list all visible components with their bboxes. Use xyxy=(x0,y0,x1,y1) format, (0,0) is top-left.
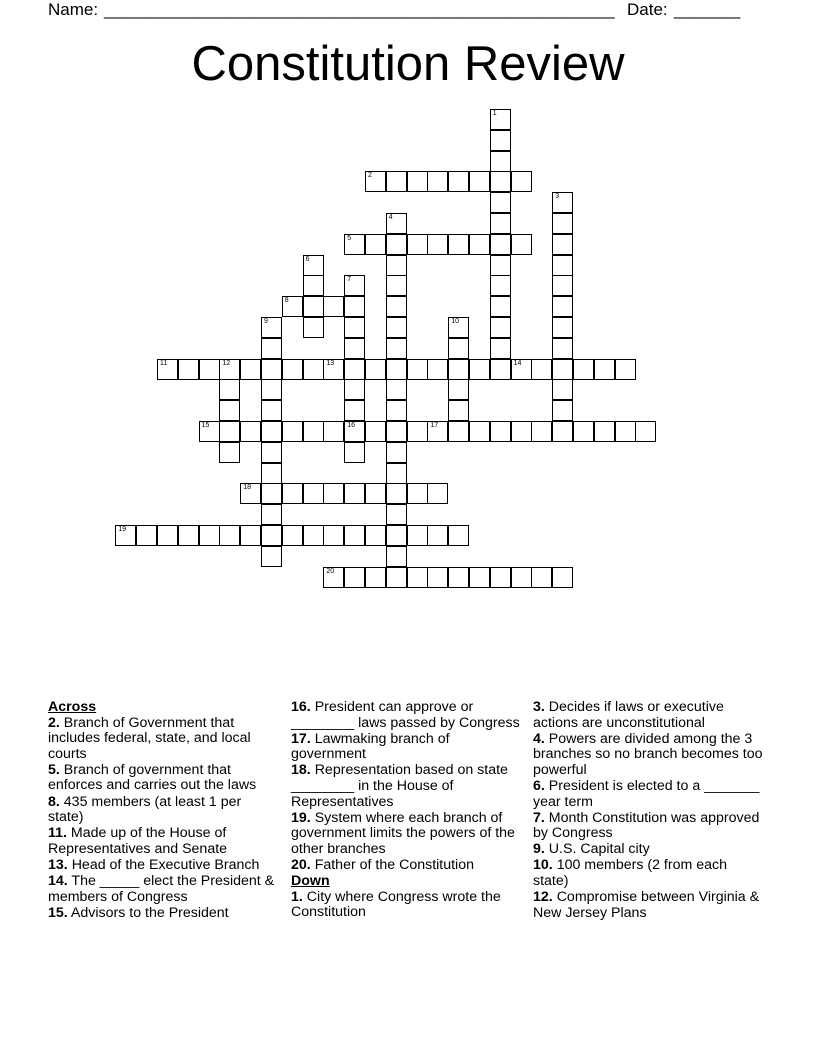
date-label: Date: xyxy=(627,0,668,19)
name-field[interactable]: ______________________________________________________ xyxy=(104,0,615,19)
grid-cell[interactable] xyxy=(490,109,511,130)
grid-cell[interactable] xyxy=(261,400,282,421)
cell-number: 18 xyxy=(243,484,251,492)
grid-cell[interactable] xyxy=(261,338,282,359)
grid-cell[interactable] xyxy=(261,504,282,525)
grid-cell[interactable] xyxy=(511,234,532,255)
grid-cell[interactable] xyxy=(427,525,448,546)
grid-cell[interactable] xyxy=(386,463,407,484)
grid-cell[interactable] xyxy=(115,525,136,546)
grid-cell[interactable] xyxy=(490,317,511,338)
grid-cell[interactable] xyxy=(386,171,407,192)
grid-cell[interactable] xyxy=(490,359,511,380)
grid-cell[interactable] xyxy=(344,483,365,504)
clue-down: 6. President is elected to a _______ year term xyxy=(533,777,760,810)
grid-cell[interactable] xyxy=(261,525,282,546)
cell-number: 6 xyxy=(305,255,310,263)
clue-down: 1. City where Congress wrote the Constitution xyxy=(291,888,501,921)
grid-cell[interactable] xyxy=(261,317,282,338)
grid-cell[interactable] xyxy=(386,338,407,359)
clue-across: 11. Made up of the House of Representatives and Senate xyxy=(48,825,228,857)
clue-down: 3. Decides if laws or executive actions are unconstitutional xyxy=(533,699,724,731)
cell-number: 7 xyxy=(347,276,352,284)
cell-number: 10 xyxy=(451,318,459,325)
grid-cell[interactable] xyxy=(386,400,407,421)
grid-cell[interactable] xyxy=(469,359,490,380)
grid-cell[interactable] xyxy=(552,359,573,380)
clue-across: 8. 435 members (at least 1 per state) xyxy=(48,793,242,826)
clue-across: 15. Advisors to the President xyxy=(48,904,229,921)
clues-column-2 xyxy=(291,700,521,921)
grid-cell[interactable] xyxy=(219,442,240,463)
grid-cell[interactable] xyxy=(448,171,469,192)
grid-cell[interactable] xyxy=(448,567,469,588)
grid-cell[interactable] xyxy=(448,525,469,546)
grid-cell[interactable] xyxy=(407,359,428,380)
grid-cell[interactable] xyxy=(386,483,407,504)
grid-cell[interactable] xyxy=(344,275,365,296)
cell-number: 8 xyxy=(284,297,289,305)
grid-cell[interactable] xyxy=(157,359,178,380)
grid-cell[interactable] xyxy=(427,567,448,588)
grid-cell[interactable] xyxy=(344,567,365,588)
grid-cell[interactable] xyxy=(490,213,511,234)
grid-cell[interactable] xyxy=(136,525,157,546)
grid-cell[interactable] xyxy=(199,421,220,442)
grid-cell[interactable] xyxy=(469,234,490,255)
grid-cell[interactable] xyxy=(448,400,469,421)
grid-cell[interactable] xyxy=(552,275,573,296)
grid-cell[interactable] xyxy=(407,421,428,442)
grid-cell[interactable] xyxy=(323,359,344,380)
grid-cell[interactable] xyxy=(490,234,511,255)
header xyxy=(48,0,748,22)
grid-cell[interactable] xyxy=(365,525,386,546)
grid-cell[interactable] xyxy=(448,317,469,338)
grid-cell[interactable] xyxy=(240,421,261,442)
grid-cell[interactable] xyxy=(344,379,365,400)
grid-cell[interactable] xyxy=(552,400,573,421)
grid-cell[interactable] xyxy=(594,421,615,442)
clue-across: 17. Lawmaking branch of government xyxy=(291,730,450,763)
grid-cell[interactable] xyxy=(448,379,469,400)
grid-cell[interactable] xyxy=(615,421,636,442)
grid-cell[interactable] xyxy=(344,442,365,463)
grid-cell[interactable] xyxy=(219,359,240,380)
grid-cell[interactable] xyxy=(531,567,552,588)
grid-cell[interactable] xyxy=(552,192,573,213)
clue-across: 5. Branch of government that enforces and carries out the laws xyxy=(48,761,257,794)
grid-cell[interactable] xyxy=(469,421,490,442)
grid-cell[interactable] xyxy=(386,255,407,276)
grid-cell[interactable] xyxy=(552,421,573,442)
grid-cell[interactable] xyxy=(490,338,511,359)
cell-number: 5 xyxy=(347,234,352,242)
grid-cell[interactable] xyxy=(386,234,407,255)
grid-cell[interactable] xyxy=(490,567,511,588)
grid-cell[interactable] xyxy=(303,317,324,338)
grid-cell[interactable] xyxy=(511,567,532,588)
grid-cell[interactable] xyxy=(469,567,490,588)
page-title: Constitution Review xyxy=(191,37,625,91)
cell-number: 11 xyxy=(160,359,168,367)
grid-cell[interactable] xyxy=(490,421,511,442)
grid-cell[interactable] xyxy=(490,151,511,172)
grid-cell[interactable] xyxy=(344,234,365,255)
date-field[interactable]: _______ xyxy=(674,0,741,19)
grid-cell[interactable] xyxy=(531,359,552,380)
grid-cell[interactable] xyxy=(261,442,282,463)
clue-across: 13. Head of the Executive Branch xyxy=(48,856,260,873)
grid-cell[interactable] xyxy=(386,442,407,463)
grid-cell[interactable] xyxy=(490,275,511,296)
grid-cell[interactable] xyxy=(344,296,365,317)
clues-column-3 xyxy=(533,700,763,922)
clue-down: 12. Compromise between Virginia & New Jersey Plans xyxy=(533,889,760,921)
clue-down: 9. U.S. Capital city xyxy=(533,841,650,858)
clue-across: 2. Branch of Government that includes federal, state, and local courts xyxy=(48,714,251,762)
grid-cell[interactable] xyxy=(386,525,407,546)
grid-cell[interactable] xyxy=(261,483,282,504)
clue-across: 20. Father of the Constitution xyxy=(291,856,474,873)
clue-across: 19. System where each branch of government limits the powers of the other branches xyxy=(291,809,515,857)
grid-cell[interactable] xyxy=(386,213,407,234)
grid-cell[interactable] xyxy=(531,421,552,442)
clue-across: 14. The _____ elect the President & members of Congress xyxy=(48,873,275,905)
grid-cell[interactable] xyxy=(448,421,469,442)
grid-cell[interactable] xyxy=(261,421,282,442)
clue-down: 4. Powers are divided among the 3 branches so no branch becomes too powerful xyxy=(533,730,763,778)
grid-cell[interactable] xyxy=(573,421,594,442)
clue-down: 7. Month Constitution was approved by Congress xyxy=(533,809,760,842)
grid-cell[interactable] xyxy=(448,338,469,359)
grid-cell[interactable] xyxy=(386,504,407,525)
grid-cell[interactable] xyxy=(344,421,365,442)
clue-across: 16. President can approve or ________ laws passed by Congress xyxy=(291,699,520,731)
grid-cell[interactable] xyxy=(323,421,344,442)
grid-cell[interactable] xyxy=(365,483,386,504)
clue-across: 18. Representation based on state ________ in the House of Representatives xyxy=(291,762,508,810)
grid-cell[interactable] xyxy=(219,421,240,442)
grid-cell[interactable] xyxy=(240,359,261,380)
cell-number: 15 xyxy=(201,422,210,429)
grid-cell[interactable] xyxy=(303,296,324,317)
grid-cell[interactable] xyxy=(323,483,344,504)
grid-cell[interactable] xyxy=(511,359,532,380)
grid-cell[interactable] xyxy=(552,234,573,255)
grid-cell[interactable] xyxy=(552,213,573,234)
grid-cell[interactable] xyxy=(323,525,344,546)
grid-cell[interactable] xyxy=(427,234,448,255)
grid-cell[interactable] xyxy=(386,296,407,317)
grid-cell[interactable] xyxy=(240,483,261,504)
grid-cell[interactable] xyxy=(282,359,303,380)
grid-cell[interactable] xyxy=(344,359,365,380)
grid-cell[interactable] xyxy=(490,171,511,192)
across-heading: Across xyxy=(48,699,97,715)
grid-cell[interactable] xyxy=(552,296,573,317)
grid-cell[interactable] xyxy=(178,359,199,380)
clues-column-1 xyxy=(48,700,280,922)
cell-number: 13 xyxy=(326,359,335,367)
grid-cell[interactable] xyxy=(490,296,511,317)
grid-cell[interactable] xyxy=(240,525,261,546)
grid-cell[interactable] xyxy=(344,525,365,546)
grid-cell[interactable] xyxy=(407,483,428,504)
grid-cell[interactable] xyxy=(178,525,199,546)
grid-cell[interactable] xyxy=(282,296,303,317)
grid-cell[interactable] xyxy=(386,317,407,338)
grid-cell[interactable] xyxy=(448,359,469,380)
grid-cell[interactable] xyxy=(303,359,324,380)
grid-cell[interactable] xyxy=(448,234,469,255)
grid-cell[interactable] xyxy=(365,234,386,255)
grid-cell[interactable] xyxy=(552,317,573,338)
cell-number: 12 xyxy=(222,359,231,367)
cell-number: 17 xyxy=(430,422,439,429)
grid-cell[interactable] xyxy=(303,255,324,276)
grid-cell[interactable] xyxy=(261,379,282,400)
grid-cell[interactable] xyxy=(261,546,282,567)
cell-number: 9 xyxy=(264,318,268,325)
grid-cell[interactable] xyxy=(261,359,282,380)
grid-cell[interactable] xyxy=(427,483,448,504)
name-label: Name: xyxy=(48,0,99,19)
grid-cell[interactable] xyxy=(386,421,407,442)
grid-cell[interactable] xyxy=(386,546,407,567)
grid-cell[interactable] xyxy=(199,525,220,546)
grid-cell[interactable] xyxy=(427,359,448,380)
cell-number: 2 xyxy=(368,172,372,180)
grid-cell[interactable] xyxy=(365,421,386,442)
grid-cell[interactable] xyxy=(490,192,511,213)
grid-cell[interactable] xyxy=(365,567,386,588)
cell-number: 3 xyxy=(555,193,560,201)
grid-cell[interactable] xyxy=(552,255,573,276)
cell-number: 16 xyxy=(347,422,355,429)
grid-cell[interactable] xyxy=(490,130,511,151)
grid-cell[interactable] xyxy=(386,275,407,296)
grid-cell[interactable] xyxy=(635,421,656,442)
down-heading: Down xyxy=(291,873,330,890)
grid-cell[interactable] xyxy=(386,379,407,400)
grid-cell[interactable] xyxy=(427,421,448,442)
grid-cell[interactable] xyxy=(386,567,407,588)
grid-cell[interactable] xyxy=(511,421,532,442)
cell-number: 1 xyxy=(492,110,497,117)
grid-cell[interactable] xyxy=(511,171,532,192)
grid-cell[interactable] xyxy=(303,525,324,546)
grid-cell[interactable] xyxy=(344,338,365,359)
grid-cell[interactable] xyxy=(407,525,428,546)
grid-cell[interactable] xyxy=(303,275,324,296)
grid-cell[interactable] xyxy=(303,421,324,442)
grid-cell[interactable] xyxy=(157,525,178,546)
grid-cell[interactable] xyxy=(344,400,365,421)
grid-cell[interactable] xyxy=(407,567,428,588)
grid-cell[interactable] xyxy=(386,359,407,380)
grid-cell[interactable] xyxy=(282,421,303,442)
grid-cell[interactable] xyxy=(407,234,428,255)
grid-cell[interactable] xyxy=(344,317,365,338)
grid-cell[interactable] xyxy=(552,567,573,588)
grid-cell[interactable] xyxy=(407,171,428,192)
grid-cell[interactable] xyxy=(490,255,511,276)
grid-cell[interactable] xyxy=(552,379,573,400)
cell-number: 4 xyxy=(388,214,393,221)
grid-cell[interactable] xyxy=(199,359,220,380)
grid-cell[interactable] xyxy=(427,171,448,192)
grid-cell[interactable] xyxy=(219,400,240,421)
grid-cell[interactable] xyxy=(594,359,615,380)
grid-cell[interactable] xyxy=(303,483,324,504)
grid-cell[interactable] xyxy=(573,359,594,380)
grid-cell[interactable] xyxy=(282,483,303,504)
grid-cell[interactable] xyxy=(282,525,303,546)
grid-cell[interactable] xyxy=(261,463,282,484)
grid-cell[interactable] xyxy=(552,338,573,359)
grid-cell[interactable] xyxy=(469,171,490,192)
cell-number: 19 xyxy=(118,526,127,533)
clue-down: 10. 100 members (2 from each state) xyxy=(533,857,728,890)
cell-number: 14 xyxy=(513,359,522,367)
grid-cell[interactable] xyxy=(323,296,344,317)
grid-cell[interactable] xyxy=(219,379,240,400)
grid-cell[interactable] xyxy=(365,359,386,380)
grid-cell[interactable] xyxy=(323,567,344,588)
grid-cell[interactable] xyxy=(365,171,386,192)
grid-cell[interactable] xyxy=(219,525,240,546)
grid-cell[interactable] xyxy=(615,359,636,380)
cell-number: 20 xyxy=(326,567,335,575)
